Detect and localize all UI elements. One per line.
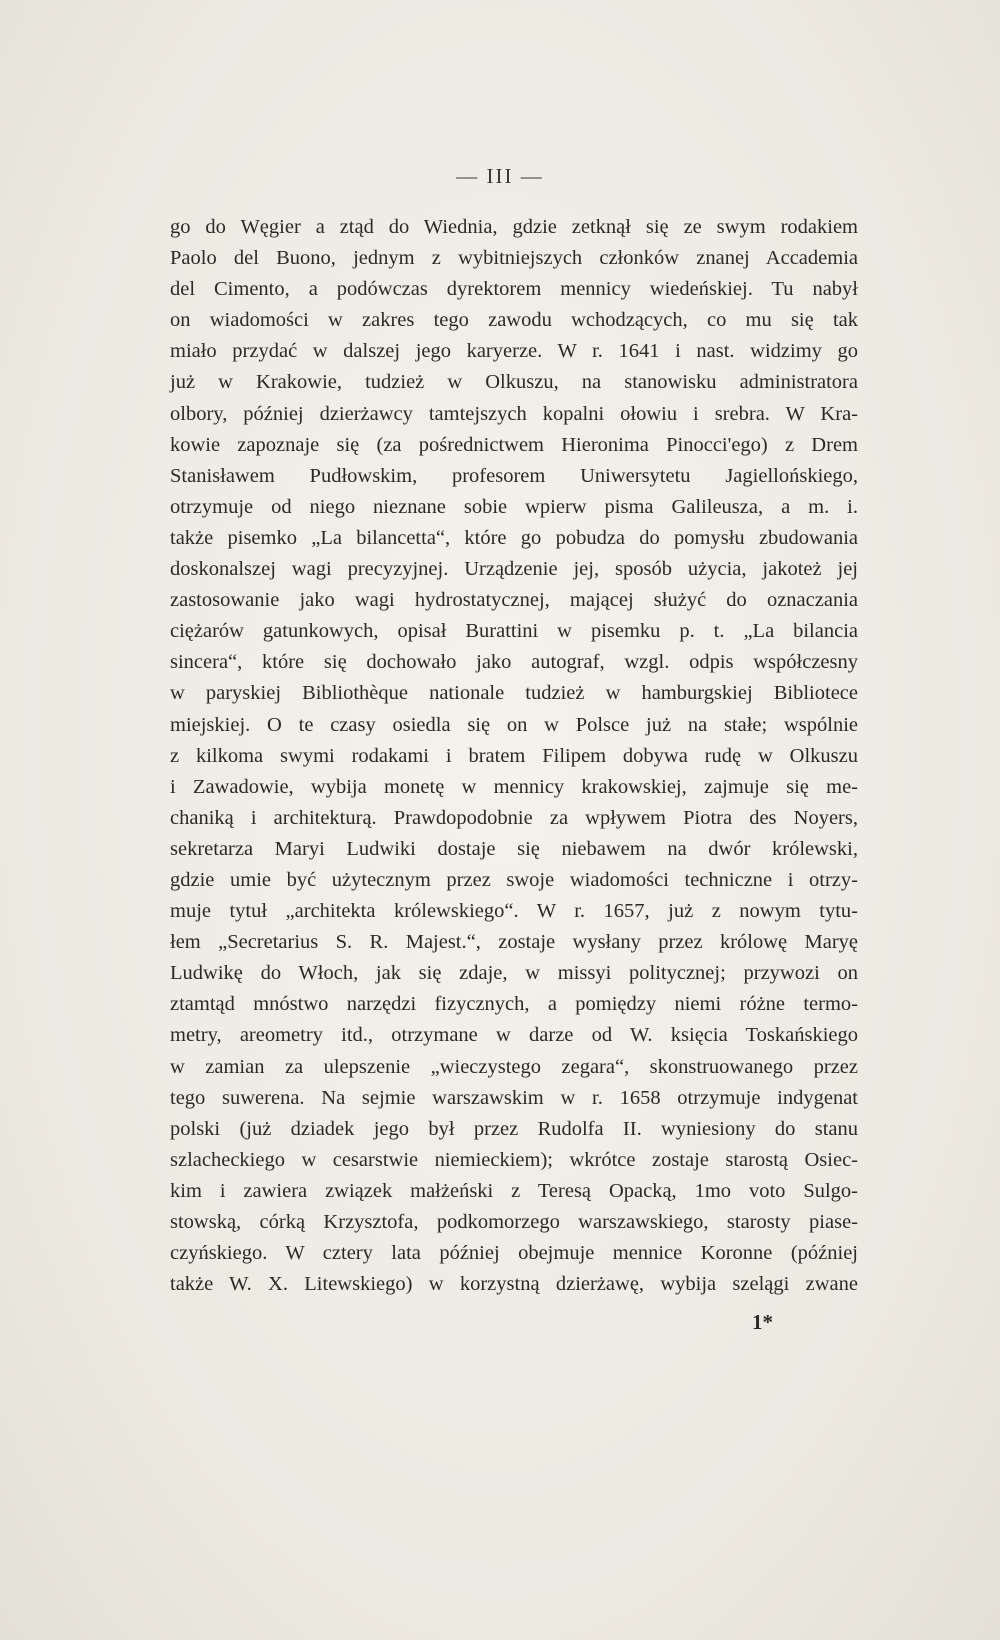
page-number-header: — III —: [456, 164, 544, 188]
text-line: w paryskiej Bibliothèque nationale tudzież w hamburgskiej Bibliotece: [170, 682, 858, 705]
text-line: łem „Secretarius S. R. Majest.“, zostaje wysłany przez królowę Maryę: [170, 931, 858, 954]
text-line: kim i zawiera związek małżeński z Teresą Opacką, 1mo voto Sulgo-: [170, 1179, 858, 1202]
signature-mark: 1*: [752, 1310, 773, 1334]
text-line: Stanisławem Pudłowskim, profesorem Uniwersytetu Jagiellońskiego,: [170, 464, 858, 487]
text-line: del Cimento, a podówczas dyrektorem mennicy wiedeńskiej. Tu nabył: [170, 278, 858, 301]
text-line: tego suwerena. Na sejmie warszawskim w r. 1658 otrzymuje indygenat: [170, 1086, 858, 1109]
text-line: on wiadomości w zakres tego zawodu wchodzących, co mu się tak: [170, 309, 858, 332]
text-line: polski (już dziadek jego był przez Rudolfa II. wyniesiony do stanu: [170, 1117, 858, 1140]
text-line: z kilkoma swymi rodakami i bratem Filipem dobywa rudę w Olkuszu: [170, 744, 858, 767]
text-line: i Zawadowie, wybija monetę w mennicy krakowskiej, zajmuje się me-: [170, 775, 858, 798]
text-line: metry, areometry itd., otrzymane w darze od W. księcia Toskańskiego: [170, 1024, 858, 1047]
text-line: Ludwikę do Włoch, jak się zdaje, w missyi politycznej; przywozi on: [170, 962, 858, 985]
text-line: doskonalszej wagi precyzyjnej. Urządzenie jej, sposób użycia, jakoteż jej: [170, 558, 858, 581]
text-line: otrzymuje od niego nieznane sobie wpierw pisma Galileusza, a m. i.: [170, 495, 858, 518]
text-line: zastosowanie jako wagi hydrostatycznej, mającej służyć do oznaczania: [170, 589, 858, 612]
text-line: szlacheckiego w cesarstwie niemieckiem); wkrótce zostaje starostą Osiec-: [170, 1148, 858, 1171]
text-line: kowie zapoznaje się (za pośrednictwem Hieronima Pinocci'ego) z Drem: [170, 433, 858, 456]
text-line: chaniką i architekturą. Prawdopodobnie za wpływem Piotra des Noyers,: [170, 806, 858, 829]
text-line: w zamian za ulepszenie „wieczystego zegara“, skonstruowanego przez: [170, 1055, 858, 1078]
text-line: ciężarów gatunkowych, opisał Burattini w pisemku p. t. „La bilancia: [170, 620, 858, 643]
text-line: także W. X. Litewskiego) w korzystną dzierżawę, wybija szelągi zwane: [170, 1273, 858, 1296]
text-line: czyńskiego. W cztery lata później obejmuje mennice Koronne (później: [170, 1242, 858, 1265]
text-line: olbory, później dzierżawcy tamtejszych kopalni ołowiu i srebra. W Kra-: [170, 402, 858, 425]
text-line: także pisemko „La bilancetta“, które go pobudza do pomysłu zbudowania: [170, 526, 858, 549]
text-line: stowską, córką Krzysztofa, podkomorzego warszawskiego, starosty piase-: [170, 1211, 858, 1233]
text-line: miało przydać w dalszej jego karyerze. W r. 1641 i nast. widzimy go: [170, 340, 858, 363]
text-line: sincera“, które się dochowało jako autograf, wzgl. odpis współczesny: [170, 651, 858, 674]
text-line: Paolo del Buono, jednym z wybitniejszych członków znanej Accademia: [170, 247, 858, 270]
text-line: miejskiej. O te czasy osiedla się on w Polsce już na stałe; wspólnie: [170, 713, 858, 736]
body-text: [170, 212, 858, 1300]
text-line: go do Węgier a ztąd do Wiednia, gdzie zetknął się ze swym rodakiem: [170, 216, 858, 238]
text-line: muje tytuł „architekta królewskiego“. W r. 1657, już z nowym tytu-: [170, 900, 858, 923]
text-line: sekretarza Maryi Ludwiki dostaje się niebawem na dwór królewski,: [170, 837, 858, 860]
text-line: gdzie umie być użytecznym przez swoje wiadomości techniczne i otrzy-: [170, 868, 858, 891]
text-line: już w Krakowie, tudzież w Olkuszu, na stanowisku administratora: [170, 371, 858, 394]
text-line: ztamtąd mnóstwo narzędzi fizycznych, a pomiędzy niemi różne termo-: [170, 993, 858, 1016]
